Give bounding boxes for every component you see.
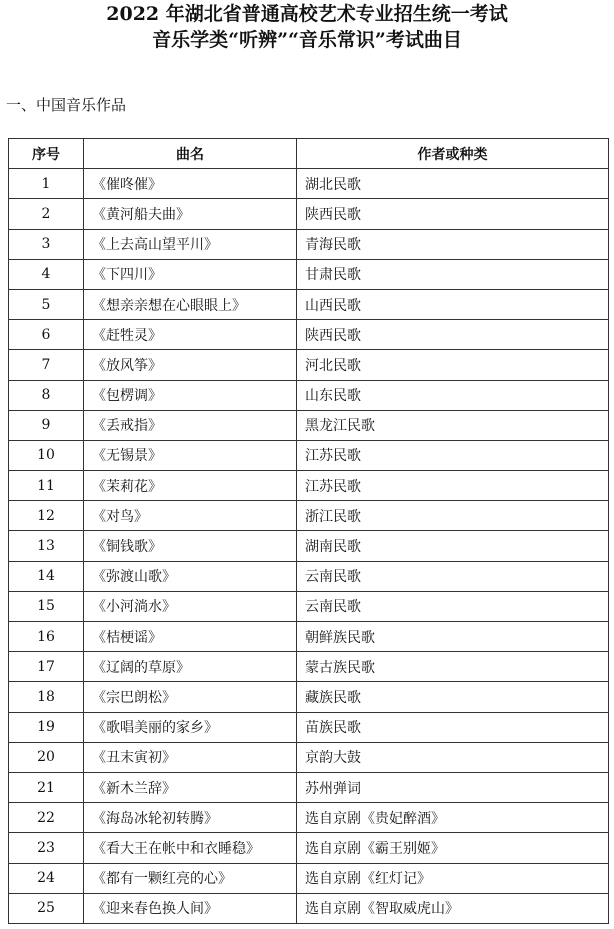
row-number: 5 bbox=[9, 289, 84, 319]
song-origin: 甘肃民歌 bbox=[297, 259, 609, 289]
song-origin: 选自京剧《贵妃醉酒》 bbox=[297, 803, 609, 833]
songs-table bbox=[8, 138, 609, 924]
song-origin: 黑龙江民歌 bbox=[297, 410, 609, 440]
table-row bbox=[9, 561, 609, 591]
row-number: 25 bbox=[9, 893, 84, 923]
song-title: 《包楞调》 bbox=[84, 380, 297, 410]
song-title: 《对鸟》 bbox=[84, 501, 297, 531]
song-title: 《茉莉花》 bbox=[84, 471, 297, 501]
song-origin: 山西民歌 bbox=[297, 289, 609, 319]
row-number: 14 bbox=[9, 561, 84, 591]
row-number: 19 bbox=[9, 712, 84, 742]
table-row bbox=[9, 531, 609, 561]
row-number: 13 bbox=[9, 531, 84, 561]
table-row bbox=[9, 199, 609, 229]
table-row bbox=[9, 803, 609, 833]
document-title-line-2: 音乐学类“听辨”“音乐常识”考试曲目 bbox=[152, 29, 462, 51]
table-row bbox=[9, 410, 609, 440]
song-origin: 陕西民歌 bbox=[297, 320, 609, 350]
table-row bbox=[9, 772, 609, 802]
table-row bbox=[9, 501, 609, 531]
table-row bbox=[9, 622, 609, 652]
table-header-row bbox=[9, 139, 609, 169]
table-row bbox=[9, 471, 609, 501]
table-row bbox=[9, 712, 609, 742]
song-title: 《新木兰辞》 bbox=[84, 772, 297, 802]
row-number: 17 bbox=[9, 652, 84, 682]
song-title: 《宗巴朗松》 bbox=[84, 682, 297, 712]
column-header-number: 序号 bbox=[9, 139, 84, 169]
song-title: 《铜钱歌》 bbox=[84, 531, 297, 561]
song-title: 《上去高山望平川》 bbox=[84, 229, 297, 259]
song-title: 《丑末寅初》 bbox=[84, 742, 297, 772]
song-title: 《赶牲灵》 bbox=[84, 320, 297, 350]
table-row bbox=[9, 380, 609, 410]
song-origin: 苏州弹词 bbox=[297, 772, 609, 802]
row-number: 11 bbox=[9, 471, 84, 501]
song-origin: 湖南民歌 bbox=[297, 531, 609, 561]
song-title: 《歌唱美丽的家乡》 bbox=[84, 712, 297, 742]
table-row bbox=[9, 229, 609, 259]
song-origin: 湖北民歌 bbox=[297, 169, 609, 199]
song-origin: 青海民歌 bbox=[297, 229, 609, 259]
song-title: 《桔梗谣》 bbox=[84, 622, 297, 652]
table-row bbox=[9, 440, 609, 470]
table-row bbox=[9, 320, 609, 350]
song-origin: 朝鲜族民歌 bbox=[297, 622, 609, 652]
song-origin: 江苏民歌 bbox=[297, 471, 609, 501]
song-title: 《放风筝》 bbox=[84, 350, 297, 380]
song-title: 《迎来春色换人间》 bbox=[84, 893, 297, 923]
song-title: 《小河淌水》 bbox=[84, 591, 297, 621]
table-row bbox=[9, 591, 609, 621]
row-number: 20 bbox=[9, 742, 84, 772]
row-number: 8 bbox=[9, 380, 84, 410]
table-row bbox=[9, 652, 609, 682]
song-title: 《下四川》 bbox=[84, 259, 297, 289]
row-number: 21 bbox=[9, 772, 84, 802]
song-title: 《黄河船夫曲》 bbox=[84, 199, 297, 229]
row-number: 15 bbox=[9, 591, 84, 621]
song-origin: 京韵大鼓 bbox=[297, 742, 609, 772]
row-number: 23 bbox=[9, 833, 84, 863]
table-row bbox=[9, 742, 609, 772]
song-origin: 江苏民歌 bbox=[297, 440, 609, 470]
song-origin: 苗族民歌 bbox=[297, 712, 609, 742]
row-number: 9 bbox=[9, 410, 84, 440]
song-title: 《弥渡山歌》 bbox=[84, 561, 297, 591]
song-origin: 选自京剧《霸王别姬》 bbox=[297, 833, 609, 863]
row-number: 3 bbox=[9, 229, 84, 259]
row-number: 18 bbox=[9, 682, 84, 712]
section-heading: 一、中国音乐作品 bbox=[6, 96, 127, 114]
song-title: 《催咚催》 bbox=[84, 169, 297, 199]
song-title: 《看大王在帐中和衣睡稳》 bbox=[84, 833, 297, 863]
table-row bbox=[9, 169, 609, 199]
row-number: 24 bbox=[9, 863, 84, 893]
table-row bbox=[9, 350, 609, 380]
song-title: 《丢戒指》 bbox=[84, 410, 297, 440]
document-title-line-1: 2022 年湖北省普通高校艺术专业招生统一考试 bbox=[106, 3, 508, 25]
row-number: 12 bbox=[9, 501, 84, 531]
row-number: 6 bbox=[9, 320, 84, 350]
row-number: 22 bbox=[9, 803, 84, 833]
song-title: 《想亲亲想在心眼眼上》 bbox=[84, 289, 297, 319]
row-number: 10 bbox=[9, 440, 84, 470]
row-number: 7 bbox=[9, 350, 84, 380]
song-origin: 云南民歌 bbox=[297, 561, 609, 591]
row-number: 2 bbox=[9, 199, 84, 229]
row-number: 1 bbox=[9, 169, 84, 199]
song-origin: 河北民歌 bbox=[297, 350, 609, 380]
song-origin: 选自京剧《智取威虎山》 bbox=[297, 893, 609, 923]
column-header-author: 作者或种类 bbox=[297, 139, 609, 169]
table-row bbox=[9, 682, 609, 712]
song-origin: 蒙古族民歌 bbox=[297, 652, 609, 682]
song-title: 《海岛冰轮初转腾》 bbox=[84, 803, 297, 833]
song-origin: 云南民歌 bbox=[297, 591, 609, 621]
table-row bbox=[9, 863, 609, 893]
song-origin: 浙江民歌 bbox=[297, 501, 609, 531]
song-origin: 选自京剧《红灯记》 bbox=[297, 863, 609, 893]
table-row bbox=[9, 833, 609, 863]
song-origin: 陕西民歌 bbox=[297, 199, 609, 229]
song-origin: 山东民歌 bbox=[297, 380, 609, 410]
song-title: 《辽阔的草原》 bbox=[84, 652, 297, 682]
row-number: 4 bbox=[9, 259, 84, 289]
song-title: 《都有一颗红亮的心》 bbox=[84, 863, 297, 893]
song-title: 《无锡景》 bbox=[84, 440, 297, 470]
table-row bbox=[9, 259, 609, 289]
table-row bbox=[9, 893, 609, 923]
column-header-title: 曲名 bbox=[84, 139, 297, 169]
song-origin: 藏族民歌 bbox=[297, 682, 609, 712]
table-row bbox=[9, 289, 609, 319]
row-number: 16 bbox=[9, 622, 84, 652]
